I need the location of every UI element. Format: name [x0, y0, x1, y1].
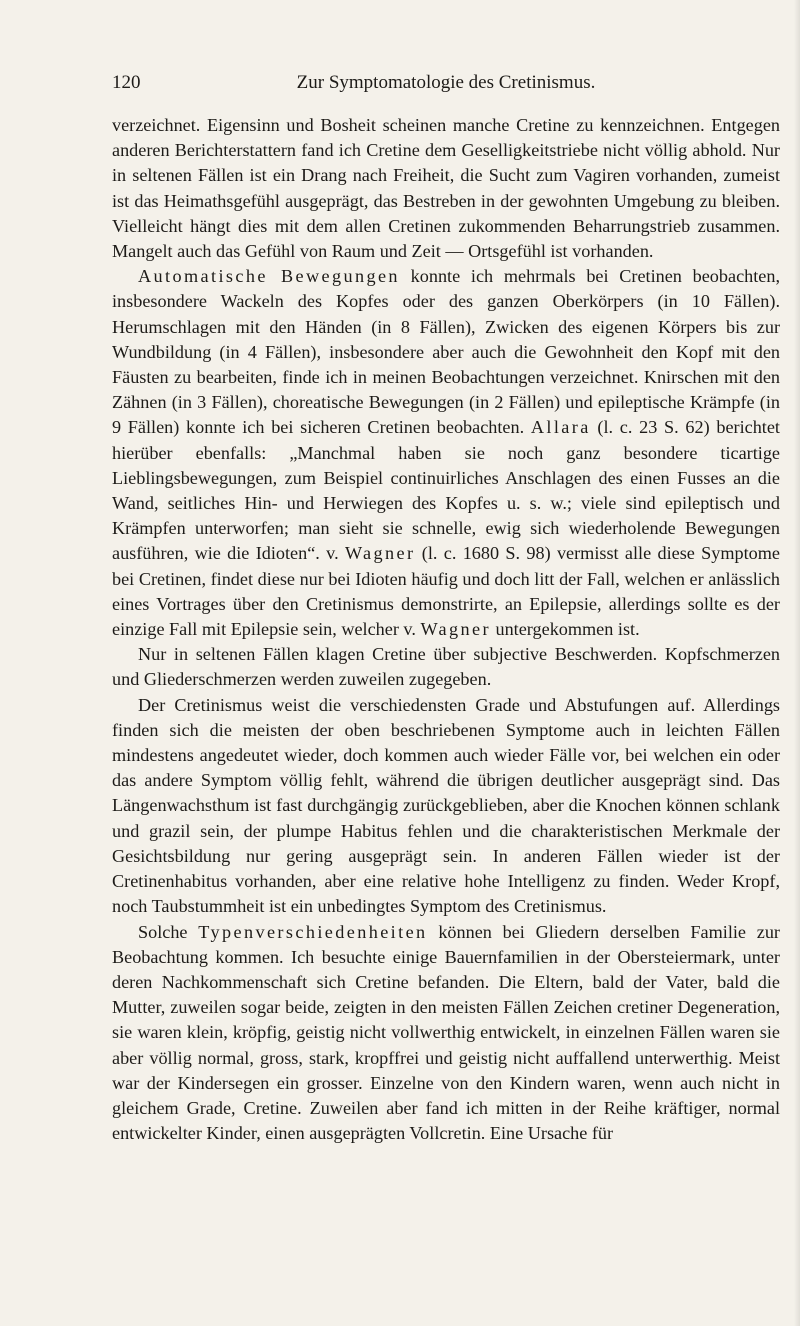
- section-term: Automatische Bewegungen: [138, 266, 400, 287]
- paragraph-text: Nur in seltenen Fällen klagen Cretine über subjective Beschwerden. Kopfschmerzen und Gliederschmerzen werden zuweilen zugegeben.: [112, 644, 780, 690]
- author-name: Wagner: [344, 543, 416, 564]
- page-number: 120: [112, 72, 141, 93]
- paragraph-text: (l. c. 23 S. 62) berichtet hierüber ebenfalls: „Manchmal haben sie noch ganz besondere ticartige Lieblingsbewegungen, zum Beispiel continuirliches Anschlagen des einen Fusses an die Wand, seitliches Hin- und Herwiegen des Kopfes u. s. w.; viele sind epileptisch und Krämpfen unterworfen; man sieht sie schnelle, ewig sich wiederholende Bewegungen ausführen, wie die Idioten“. v.: [112, 417, 780, 564]
- paragraph-3: [112, 642, 780, 692]
- paragraph-text: untergekommen ist.: [490, 619, 640, 640]
- paragraph-text: Der Cretinismus weist die verschiedensten Grade und Abstufungen auf. Allerdings finden sich die meisten der oben beschriebenen Symptome auch in leichten Fällen mindestens angedeutet wieder, doch kommen auch wieder Fälle vor, bei welchen ein oder das andere Symptom völlig fehlt, während die übrigen deutlicher ausgeprägt sind. Das Längenwachsthum ist fast durchgängig zurückgeblieben, aber die Knochen können schlank und grazil sein, der plumpe Habitus fehlen und die charakteristischen Merkmale der Gesichtsbildung nur gering ausgeprägt sein. In anderen Fällen wieder ist der Cretinenhabitus vorhanden, aber eine relative hohe Intelligenz zu finden. Weder Kropf, noch Taubstummheit ist ein unbedingtes Symptom des Cretinismus.: [112, 694, 780, 917]
- paragraph-4: [112, 693, 780, 920]
- paragraph-text: Solche: [138, 921, 199, 942]
- paragraph-1: [112, 113, 780, 264]
- running-title: Zur Symptomatologie des Cretinismus.: [296, 72, 596, 93]
- paragraph-text: (l. c. 1680 S. 98) vermisst alle diese Symptome bei Cretinen, findet diese nur bei Idioten häufig und doch litt der Fall, welchen er anlässlich eines Vortrages über den Cretinismus demonstrirte, an Epilepsie, allerdings sollte es der einzige Fall mit Epilepsie sein, welcher v.: [112, 543, 780, 640]
- paragraph-text: konnte ich mehrmals bei Cretinen beobachten, insbesondere Wackeln des Kopfes oder des ganzen Oberkörpers (in 10 Fällen). Herumschlagen mit den Händen (in 8 Fällen), Zwicken des eigenen Körpers bis zur Wundbildung (in 4 Fällen), insbesondere aber auch die Gewohnheit den Kopf mit den Fäusten zu bearbeiten, finde ich in meinen Beobachtungen verzeichnet. Knirschen mit den Zähnen (in 3 Fällen), choreatische Bewegungen (in 2 Fällen) und epileptische Krämpfe (in 9 Fällen) konnte ich bei sicheren Cretinen beobachten.: [112, 266, 780, 438]
- section-term: Typenverschiedenheiten: [198, 921, 428, 942]
- paragraph-text: verzeichnet. Eigensinn und Bosheit scheinen manche Cretine zu kennzeichnen. Entgegen anderen Berichterstattern fand ich Cretine dem Geselligkeitstriebe nicht völlig abhold. Nur in seltenen Fällen ist ein Drang nach Freiheit, die Sucht zum Vagiren vorhanden, zumeist ist das Heimathsgefühl ausgeprägt, das Bestreben in der gewohnten Umgebung zu bleiben. Vielleicht hängt dies mit dem allen Cretinen zukommenden Beharrungstrieb zusammen. Mangelt auch das Gefühl von Raum und Zeit — Ortsgefühl ist vorhanden.: [112, 115, 780, 262]
- page-edge-shadow: [794, 0, 800, 1326]
- paragraph-text: können bei Gliedern derselben Familie zur Beobachtung kommen. Ich besuchte einige Bauernfamilien in der Obersteiermark, unter deren Nachkommenschaft sich Cretine befanden. Die Eltern, bald der Vater, bald die Mutter, zuweilen sogar beide, zeigten in den meisten Fällen Zeichen cretiner Degeneration, sie waren klein, kröpfig, geistig nicht vollwerthig entwickelt, in einzelnen Fällen waren sie aber völlig normal, gross, stark, kropffrei und geistig nicht auffallend unterwerthig. Meist war der Kindersegen ein grosser. Einzelne von den Kindern waren, wenn auch nicht in gleichem Grade, Cretine. Zuweilen aber fand ich mitten in der Reihe kräftiger, normal entwickelter Kinder, einen ausgeprägten Vollcretin. Eine Ursache für: [112, 921, 780, 1144]
- paragraph-5: [112, 920, 780, 1147]
- paragraph-2: [112, 264, 780, 642]
- author-name: Allara: [530, 417, 591, 438]
- body-text: [112, 113, 780, 1146]
- author-name: Wagner: [420, 619, 491, 640]
- page-header: [112, 72, 780, 102]
